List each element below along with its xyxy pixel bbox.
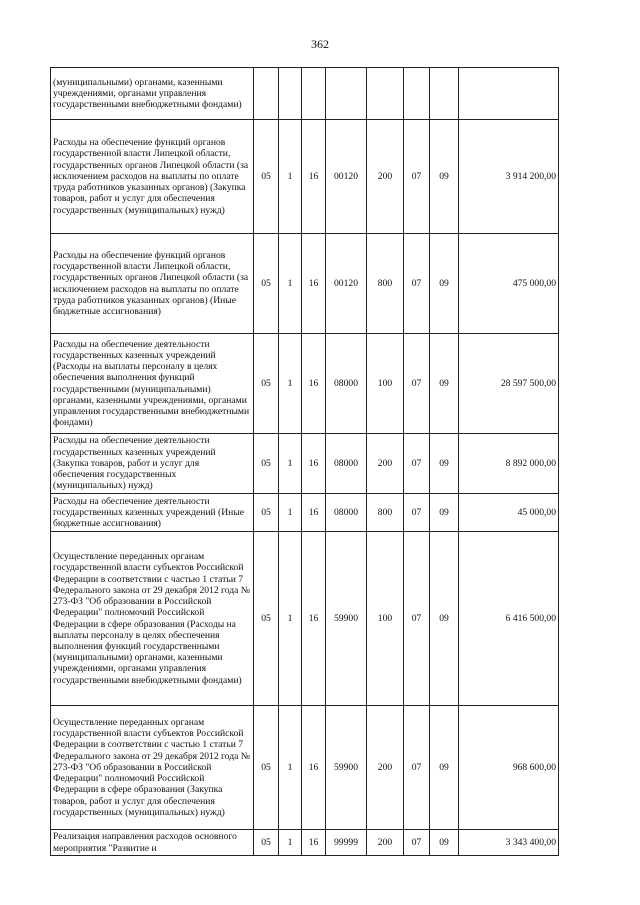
code-cell: 05 bbox=[254, 494, 279, 532]
code-cell: 09 bbox=[430, 532, 459, 706]
code-cell: 09 bbox=[430, 706, 459, 830]
row-description: Расходы на обеспечение деятельности государственных казенных учреждений (Иные бюджетные ассигнования) bbox=[51, 494, 254, 532]
code-cell: 1 bbox=[279, 434, 302, 494]
budget-table bbox=[50, 67, 559, 856]
code-cell: 07 bbox=[404, 334, 430, 434]
amount-cell: 968 600,00 bbox=[459, 706, 559, 830]
table-row bbox=[51, 706, 559, 830]
code-cell: 1 bbox=[279, 334, 302, 434]
row-description: Осуществление переданных органам государственной власти субъектов Российской Федерации в соответствии с частью 1 статьи 7 Федерального закона от 29 декабря 2012 года № 273-ФЗ "Об образовании в Российской Федерации" полномочий Российской Федерации в сфере образования (Расходы на выплаты персоналу в целях обеспечения выполнения функций государственными (муниципальными) органами, казенными учреждениями, органами управления государственными внебюджетными фондами) bbox=[51, 532, 254, 706]
code-cell: 05 bbox=[254, 830, 279, 856]
code-cell: 07 bbox=[404, 434, 430, 494]
code-cell: 00120 bbox=[326, 234, 367, 334]
code-cell: 59900 bbox=[326, 532, 367, 706]
amount-cell: 45 000,00 bbox=[459, 494, 559, 532]
code-cell: 09 bbox=[430, 334, 459, 434]
row-description: Расходы на обеспечение функций органов государственной власти Липецкой области, государственных органов Липецкой области (за исключением расходов на выплаты по оплате труда работников указанных органов) (Закупка товаров, работ и услуг для обеспечения государственных (муниципальных) нужд) bbox=[51, 120, 254, 234]
code-cell bbox=[430, 68, 459, 120]
code-cell: 08000 bbox=[326, 494, 367, 532]
row-description: Расходы на обеспечение функций органов государственной власти Липецкой области, государственных органов Липецкой области (за исключением расходов на выплаты по оплате труда работников указанных органов) (Иные бюджетные ассигнования) bbox=[51, 234, 254, 334]
code-cell: 59900 bbox=[326, 706, 367, 830]
code-cell: 200 bbox=[367, 434, 404, 494]
code-cell: 1 bbox=[279, 706, 302, 830]
row-description: Осуществление переданных органам государственной власти субъектов Российской Федерации в соответствии с частью 1 статьи 7 Федерального закона от 29 декабря 2012 года № 273-ФЗ "Об образовании в Российской Федерации" полномочий Российской Федерации в сфере образования (Закупка товаров, работ и услуг для обеспечения государственных (муниципальных) нужд) bbox=[51, 706, 254, 830]
code-cell: 16 bbox=[302, 532, 326, 706]
table-row bbox=[51, 830, 559, 856]
code-cell bbox=[302, 68, 326, 120]
code-cell: 200 bbox=[367, 120, 404, 234]
code-cell: 09 bbox=[430, 830, 459, 856]
code-cell: 07 bbox=[404, 532, 430, 706]
code-cell bbox=[404, 68, 430, 120]
code-cell: 1 bbox=[279, 532, 302, 706]
amount-cell bbox=[459, 68, 559, 120]
table-row bbox=[51, 234, 559, 334]
table-row bbox=[51, 532, 559, 706]
code-cell bbox=[279, 68, 302, 120]
amount-cell: 6 416 500,00 bbox=[459, 532, 559, 706]
table-row bbox=[51, 120, 559, 234]
table-row bbox=[51, 334, 559, 434]
code-cell: 05 bbox=[254, 234, 279, 334]
code-cell: 16 bbox=[302, 706, 326, 830]
code-cell: 16 bbox=[302, 334, 326, 434]
row-description: Расходы на обеспечение деятельности государственных казенных учреждений (Закупка товаров, работ и услуг для обеспечения государственных (муниципальных) нужд) bbox=[51, 434, 254, 494]
amount-cell: 3 914 200,00 bbox=[459, 120, 559, 234]
code-cell: 800 bbox=[367, 234, 404, 334]
code-cell bbox=[367, 68, 404, 120]
code-cell: 05 bbox=[254, 434, 279, 494]
code-cell: 09 bbox=[430, 120, 459, 234]
code-cell: 100 bbox=[367, 532, 404, 706]
code-cell: 1 bbox=[279, 494, 302, 532]
code-cell: 200 bbox=[367, 706, 404, 830]
code-cell: 07 bbox=[404, 706, 430, 830]
code-cell: 16 bbox=[302, 830, 326, 856]
amount-cell: 28 597 500,00 bbox=[459, 334, 559, 434]
code-cell: 05 bbox=[254, 120, 279, 234]
amount-cell: 8 892 000,00 bbox=[459, 434, 559, 494]
code-cell: 07 bbox=[404, 234, 430, 334]
code-cell: 800 bbox=[367, 494, 404, 532]
code-cell: 200 bbox=[367, 830, 404, 856]
code-cell: 05 bbox=[254, 532, 279, 706]
code-cell: 07 bbox=[404, 494, 430, 532]
code-cell: 05 bbox=[254, 334, 279, 434]
code-cell bbox=[326, 68, 367, 120]
code-cell: 05 bbox=[254, 706, 279, 830]
amount-cell: 475 000,00 bbox=[459, 234, 559, 334]
row-description: (муниципальными) органами, казенными учреждениями, органами управления государственными внебюджетными фондами) bbox=[51, 68, 254, 120]
table-row bbox=[51, 68, 559, 120]
code-cell: 16 bbox=[302, 494, 326, 532]
code-cell bbox=[254, 68, 279, 120]
table-row bbox=[51, 434, 559, 494]
code-cell: 09 bbox=[430, 234, 459, 334]
code-cell: 16 bbox=[302, 120, 326, 234]
amount-cell: 3 343 400,00 bbox=[459, 830, 559, 856]
row-description: Расходы на обеспечение деятельности государственных казенных учреждений (Расходы на выплаты персоналу в целях обеспечения выполнения функций государственными (муниципальными) органами, казенными учреждениями, органами управления государственными внебюджетными фондами) bbox=[51, 334, 254, 434]
code-cell: 1 bbox=[279, 234, 302, 334]
code-cell: 07 bbox=[404, 120, 430, 234]
code-cell: 00120 bbox=[326, 120, 367, 234]
code-cell: 09 bbox=[430, 494, 459, 532]
code-cell: 16 bbox=[302, 434, 326, 494]
code-cell: 1 bbox=[279, 120, 302, 234]
table-row bbox=[51, 494, 559, 532]
code-cell: 100 bbox=[367, 334, 404, 434]
page-number: 362 bbox=[311, 37, 329, 51]
row-description: Реализация направления расходов основного мероприятия "Развитие и bbox=[51, 830, 254, 856]
code-cell: 08000 bbox=[326, 434, 367, 494]
code-cell: 99999 bbox=[326, 830, 367, 856]
code-cell: 07 bbox=[404, 830, 430, 856]
code-cell: 08000 bbox=[326, 334, 367, 434]
code-cell: 1 bbox=[279, 830, 302, 856]
code-cell: 09 bbox=[430, 434, 459, 494]
code-cell: 16 bbox=[302, 234, 326, 334]
